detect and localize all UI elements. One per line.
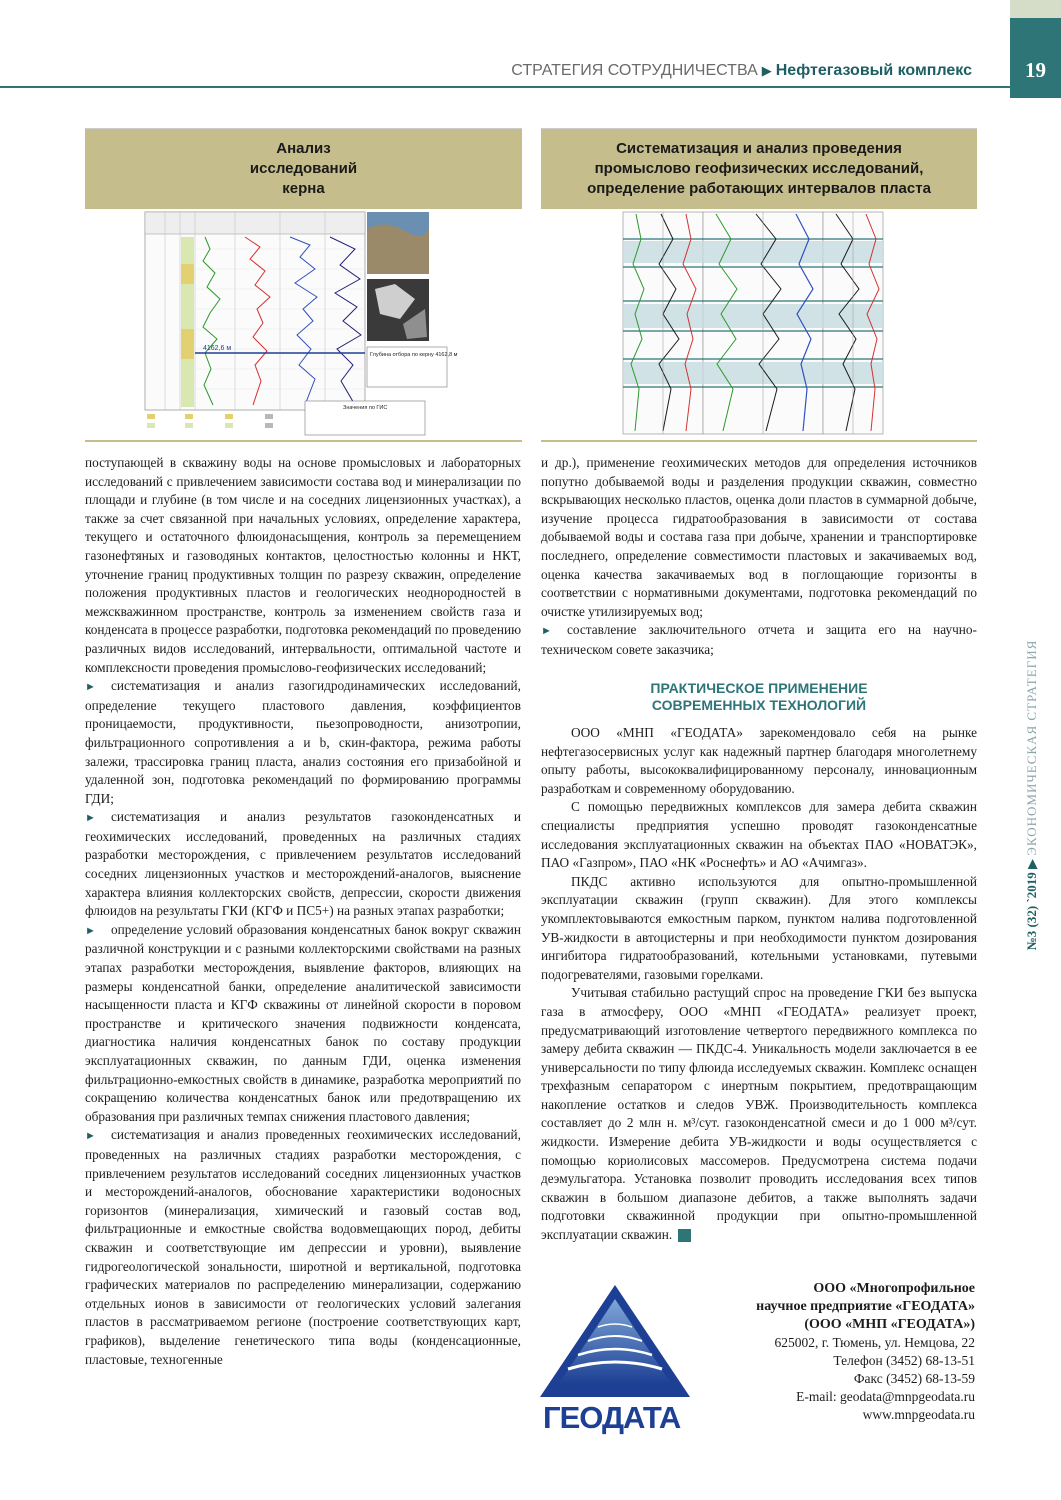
side-running-title <box>1024 595 1048 995</box>
right-paragraph-2: ООО «МНП «ГЕОДАТА» зарекомендовало себя на рынке нефтегазосервисных услуг как надежный партнер благодаря многолетнему опыту работы, высококвалифицированному персоналу, инновационным разработкам и современному оборудованию. <box>541 725 977 796</box>
figure-bottom-rule-right <box>541 440 977 442</box>
page-number-box <box>1010 18 1061 98</box>
right-bullet-1: ► составление заключительного отчета и защита его на научно-техническом совете заказчика; <box>541 622 977 657</box>
production-logging-image <box>541 209 977 442</box>
right-paragraph-4: ПКДС активно используются для опытно-промышленной эксплуатации скважин (групп скважин). Для этого комплексы укомплектовываются емкостным парком, пунктом налива подготовленной УВ-жидкости в автоцистерны и при необходимости пунктом дозирования ингибитора гидратообразований, котельными установками, путевыми подогревателями, газовыми горелками. <box>541 873 977 982</box>
figure-caption-right-text: Систематизация и анализ проведения промыслово геофизических исследований, определение работающих интервалов пласта <box>587 140 931 197</box>
figure-core-analysis <box>85 128 522 442</box>
left-bullet-3: ► определение условий образования конденсатных банок вокруг скважин различной конструкции и с разными коллекторскими свойствами на разных этапах разработки месторождения, выявление факторов, влияющих на размеры конденсатной банки, определение аналитической зависимости насыщенности пласта и КГФ скважины от линейной скорости в поровом пространстве и критического значения подвижности конденсата, диагностика наличия конденсатных банок по составу продукции эксплуатационных скважин, по данным ГДИ, оценка изменения фильтрационно-емкостных свойств в динамике, разработка мероприятий по сокращению количества конденсатных банок или предотвращению их образования при различных темпах снижения пластового давления; <box>85 921 521 1124</box>
header-rubric: СТРАТЕГИЯ СОТРУДНИЧЕСТВА <box>511 62 758 79</box>
core-log-graphic <box>85 209 522 442</box>
left-bullet-1: ► систематизация и анализ газогидродинамических исследований, определение текущего пластового давления, коэффициентов проницаемости, продуктивности, пьезопроводности, анизотропии, фильтрационного сопротивления a и b, скин-фактора, режима работы залежи, трассировка границ пласта, анализ состояния его призабойной и удаленной зон, подготовка рекомендаций по формированию программы ГДИ; <box>85 678 521 806</box>
right-paragraph-1: и др.), применение геохимических методов для определения источников попутно добываемой воды и разделения продукции скважин, совместно вскрывающих несколько пластов, оценка доли пластов в суммарной добыче, изучение процесса гидратообразования в зависимости от состава добываемой воды и состава газа при добыче, хранении и транспортировке последнего, определение совместимости пластовых и закачиваемых вод, оценка качества закачиваемых вод в поглощающие горизонты в соответствии с нормативными документами, подготовка рекомендаций по очистке утилизируемых вод; <box>541 455 977 619</box>
logo-wordmark: ГЕОДАТА <box>543 1400 681 1435</box>
side-arrow-icon: ▶ <box>1024 858 1039 869</box>
right-text-column-top <box>541 454 977 660</box>
figure-bottom-rule-left <box>85 440 522 442</box>
figure-production-logging <box>541 128 977 442</box>
core-analysis-image <box>85 209 522 442</box>
core-sample-depth-note: Глубина отбора по керну 4162,8 м <box>370 352 458 358</box>
running-header <box>0 52 1010 90</box>
company-fax: Факс (3452) 68-13-59 <box>853 1371 975 1386</box>
corner-tab <box>1010 0 1061 18</box>
bullet-icon: ► <box>541 625 552 638</box>
contact-block <box>756 1280 975 1424</box>
figure-caption-left-text: Анализ исследований керна <box>249 140 358 197</box>
right-text-column-bottom <box>541 724 977 1245</box>
section-heading: ПРАКТИЧЕСКОЕ ПРИМЕНЕНИЕ СОВРЕМЕННЫХ ТЕХНОЛОГИЙ <box>650 680 868 713</box>
bullet-icon: ► <box>85 681 96 694</box>
header-section: Нефтегазовый комплекс <box>775 62 972 79</box>
left-bullet-4: ► систематизация и анализ проведенных геохимических исследований, проведенных на различных стадиях разработки месторождения, с привлечением результатов исследований соседних лицензионных участков и месторождений-аналогов, обоснование характеристики водоносных горизонтов (минерализация, химический и газовый состав вод, фильтрационные и емкостные свойства водовмещающих пород, дебиты скважин и соответствующие им депрессии и уровни), выявление гидрогеологической зональности, широтной и вертикальной, подготовка графических материалов по распределению минерализации, содержанию отдельных ионов в зависимости от геологических условий залегания пластов в рассматриваемом регионе (построение соответствующих карт, графиков), выделение генетического типа воды (конденсационные, пластовые, техногенные <box>85 1127 521 1367</box>
well-correlation-graphic <box>541 209 977 442</box>
figure-caption-right <box>541 129 977 209</box>
bullet-icon: ► <box>85 1130 96 1143</box>
header-arrow-icon: ▶ <box>761 63 772 78</box>
right-paragraph-5: Учитывая стабильно растущий спрос на проведение ГКИ без выпуска газа в атмосферу, ООО «МНП «ГЕОДАТА» реализует проект, предусматривающий изготовление четвертого передвижного комплекса по замеру дебита скважин — ПКДС-4. Уникальность модели заключается в ее универсальности по типу флюида исследуемых скважин. Комплекс оснащен трехфазным сепаратором с инертным покрытием, предотвращающим накопление остатков и следов УВЖ. Производительность комплекса составляет до 2 млн н. м³/сут. газоконденсатной смеси и до 1 000 м³/сут. жидкости. Измерение дебита УВ-жидкости и воды осуществляется с помощью кориолисовых массомеров. Предусмотрена система подачи деэмульгатора. Установка позволит проводить исследования всех типов скважин в большом диапазоне дебитов, а также выполнять задачи подготовки скважинной продукции при опытно-промышленной эксплуатации скважин. Р <box>541 985 977 1243</box>
bullet-icon: ► <box>85 924 96 937</box>
end-sign-icon: Р <box>678 1229 691 1242</box>
company-website: www.mnpgeodata.ru <box>862 1407 975 1422</box>
left-text-column <box>85 454 521 1369</box>
company-address: 625002, г. Тюмень, ул. Немцова, 22 <box>774 1335 975 1350</box>
company-name: ООО «Многопрофильное научное предприятие «ГЕОДАТА» (ООО «МНП «ГЕОДАТА») <box>756 1281 975 1332</box>
header-text <box>511 62 972 80</box>
figure-caption-left <box>85 129 522 209</box>
magazine-title: ЭКОНОМИЧЕСКАЯ СТРАТЕГИЯ <box>1024 639 1039 856</box>
left-bullet-2: ► систематизация и анализ результатов газоконденсатных и геохимических исследований, проведенных на различных стадиях разработки месторождения, с привлечением результатов исследований соседних лицензионных участков и месторождений-аналогов, выяснение характера влияния коллекторских свойств, депрессии, скорости движения флюидов на результаты ГКИ (КГФ и ПС5+) на разных этапах разработки; <box>85 809 521 919</box>
core-depth-label: 4162,6 м <box>203 345 232 352</box>
company-phone: Телефон (3452) 68-13-51 <box>833 1353 975 1368</box>
right-paragraph-3: С помощью передвижных комплексов для замера дебита скважин специалисты предприятия успешно проводят газоконденсатные исследования эксплуатационных скважин на объектах ПАО «НОВАТЭК», ПАО «Газпром», ПАО «НК «Роснефть» и АО «Ачимгаз». <box>541 799 977 871</box>
bullet-icon: ► <box>85 812 96 825</box>
left-paragraph-1: поступающей в скважину воды на основе промысловых и лабораторных исследований с привлечением зависимости состава вод и минерализации по площади и глубине (в том числе и на соседних лицензионных участках), а также за счет связанной при начальных условиях, определение характера, текущего и остаточного флюидонасыщения, контроль за перемещением газонефтяных и газоводяных контактов, целостностью колонны и НКТ, уточнение границ продуктивных толщин по разрезу скважин, определение положения продуктивных пластов и геологических неоднородностей в межскважинном пространстве, контроль за изменением свойств газа и конденсата в процессе разработки, подготовка рекомендаций по проведению различных видов исследований, интервальности, оптимальной частоте и комплексности проведения промыслово-геофизических исследований; <box>85 455 521 675</box>
page-number: 19 <box>1025 58 1046 82</box>
company-email: E-mail: geodata@mnpgeodata.ru <box>796 1389 975 1404</box>
gis-values-label: Значения по ГИС <box>343 405 388 411</box>
header-rule <box>0 86 1010 88</box>
issue-number: №3 (32) `2019 <box>1024 872 1039 951</box>
